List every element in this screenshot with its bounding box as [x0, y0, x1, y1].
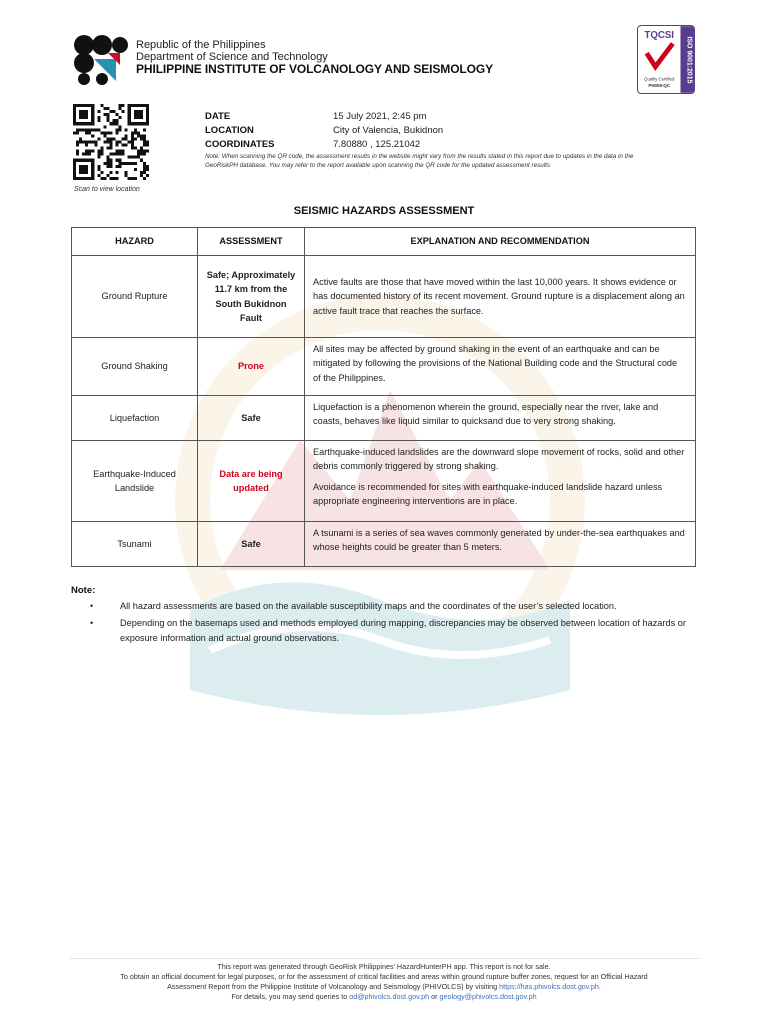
footer-line-1: This report was generated through GeoRisk Philippines’ HazardHunterPH app. This report is not for sale. — [217, 962, 551, 971]
iso-certification-badge — [637, 25, 695, 94]
assessment-value: Safe; Approximately 11.7 km from the South Bukidnon Fault — [198, 256, 305, 338]
dost-logo — [72, 33, 132, 85]
explanation-paragraph: Liquefaction is a phenomenon wherein the ground, especially near the river, lake and coasts, behaves like liquid similar to quicksand due to very strong shaking. — [313, 402, 659, 427]
footer-divider — [70, 958, 700, 959]
column-header-hazard: HAZARD — [72, 228, 198, 256]
footer-line-2: To obtain an official document for legal purposes, or for the assessment of critical facilities and areas within ground rupture buffer zones, request for an Official Hazard — [120, 972, 648, 981]
coordinates-value: 7.80880 , 125.21042 — [333, 139, 421, 150]
report-meta — [205, 110, 443, 152]
footer-or: or — [431, 992, 438, 1001]
location-value: City of Valencia, Bukidnon — [333, 125, 444, 136]
table-row-earthquake-induced-landslide — [72, 441, 696, 522]
bullet-icon: • — [90, 618, 94, 629]
hazard-name: Liquefaction — [72, 396, 198, 441]
explanation-text — [305, 338, 696, 396]
page-title: SEISMIC HAZARDS ASSESSMENT — [293, 205, 475, 217]
explanation-text — [305, 396, 696, 441]
note-text: Depending on the basemaps used and methods employed during mapping, discrepancies may be observed between location of hazards or exposure information and actual ground observations. — [120, 618, 686, 643]
coordinates-row — [205, 138, 443, 152]
table-header-row — [72, 228, 696, 256]
footer-line-3: Assessment Report from the Philippine Institute of Volcanology and Seismology (PHIVOLCS) by visiting https://has.phivolcs.dost.gov.ph. — [167, 982, 601, 991]
table-row-ground-shaking — [72, 338, 696, 396]
check-icon — [647, 44, 673, 67]
notes-list — [90, 599, 690, 648]
coordinates-label: COORDINATES — [205, 139, 275, 150]
hazard-assessment-link[interactable]: https://has.phivolcs.dost.gov.ph — [499, 982, 599, 991]
cert-code-text: PH059-QC — [648, 83, 671, 89]
agency-institute: PHILIPPINE INSTITUTE OF VOLCANOLOGY AND SEISMOLOGY — [136, 62, 494, 76]
date-value: 15 July 2021, 2:45 pm — [333, 111, 427, 122]
hazards-table — [71, 227, 696, 567]
qr-code[interactable] — [73, 104, 149, 180]
location-label: LOCATION — [205, 125, 254, 136]
table-row-ground-rupture — [72, 256, 696, 338]
hazard-name: Ground Rupture — [72, 256, 198, 338]
bullet-icon: • — [90, 601, 94, 611]
table-row-tsunami — [72, 522, 696, 567]
footer-line-4 — [0, 992, 768, 1002]
explanation-paragraph: A tsunami is a series of sea waves commonly generated by under-the-sea earthquakes and whose heights could be greater than 5 meters. — [313, 528, 685, 553]
email-link-od[interactable]: od@phivolcs.dost.gov.ph — [349, 992, 430, 1001]
date-label: DATE — [205, 111, 231, 122]
qr-caption: Scan to view location — [74, 186, 140, 193]
agency-republic: Republic of the Philippines — [136, 39, 266, 51]
hazard-name: Ground Shaking — [72, 338, 198, 396]
assessment-value: Prone — [198, 338, 305, 396]
footer — [0, 962, 768, 1002]
list-item — [90, 616, 690, 645]
qr-note: Note: When scanning the QR code, the assessment results in the website might vary from the results stated in this report due to updates in the data in the GeoRiskPH database. You may refer to the report available upon scanning the QR code for the updated assessment results — [205, 153, 634, 169]
agency-block — [136, 39, 493, 75]
note-text: All hazard assessments are based on the available susceptibility maps and the coordinates of the user’s selected location. — [120, 601, 617, 611]
explanation-text — [305, 256, 696, 338]
cert-quality-text: Quality Certified — [644, 76, 675, 82]
column-header-explanation: EXPLANATION AND RECOMMENDATION — [305, 228, 696, 256]
explanation-paragraph: Active faults are those that have moved within the last 10,000 years. It shows evidence or has documented history of its recent movement. Ground rupture is a displacement along an active fault trace that reaches the surface. — [313, 277, 685, 316]
email-link-geology[interactable]: geology@phivolcs.dost.gov.ph — [439, 992, 537, 1001]
table-row-liquefaction — [72, 396, 696, 441]
explanation-text — [305, 522, 696, 567]
agency-department: Department of Science and Technology — [136, 51, 328, 63]
hazard-name: Earthquake-Induced Landslide — [72, 441, 198, 522]
assessment-value: Data are being updated — [198, 441, 305, 522]
recommendation-paragraph: Avoidance is recommended for sites with earthquake-induced landslide hazard unless appropriate engineering interventions are in place. — [313, 481, 663, 506]
footer-line-4-text: For details, you may send queries to — [231, 992, 348, 1001]
explanation-paragraph: Earthquake-induced landslides are the downward slope movement of rocks, solid and other debris commonly triggered by strong shaking. — [313, 447, 685, 472]
cert-iso-text: ISO 9001:2015 — [685, 36, 693, 84]
location-row — [205, 124, 443, 138]
list-item — [90, 599, 690, 613]
hazard-name: Tsunami — [72, 522, 198, 567]
assessment-value: Safe — [198, 396, 305, 441]
cert-tqcsi-text: TQCSI — [644, 29, 674, 41]
date-row — [205, 110, 443, 124]
column-header-assessment: ASSESSMENT — [198, 228, 305, 256]
explanation-text — [305, 441, 696, 522]
notes-title: Note: — [71, 585, 96, 596]
footer-line-3-text: Assessment Report from the Philippine Institute of Volcanology and Seismology (PHIVOLCS) by visiting — [167, 982, 498, 991]
explanation-paragraph: All sites may be affected by ground shaking in the event of an earthquake and can be mitigated by following the provisions of the National Building code and the Structural code of the Philippines. — [313, 344, 678, 383]
assessment-value: Safe — [198, 522, 305, 567]
